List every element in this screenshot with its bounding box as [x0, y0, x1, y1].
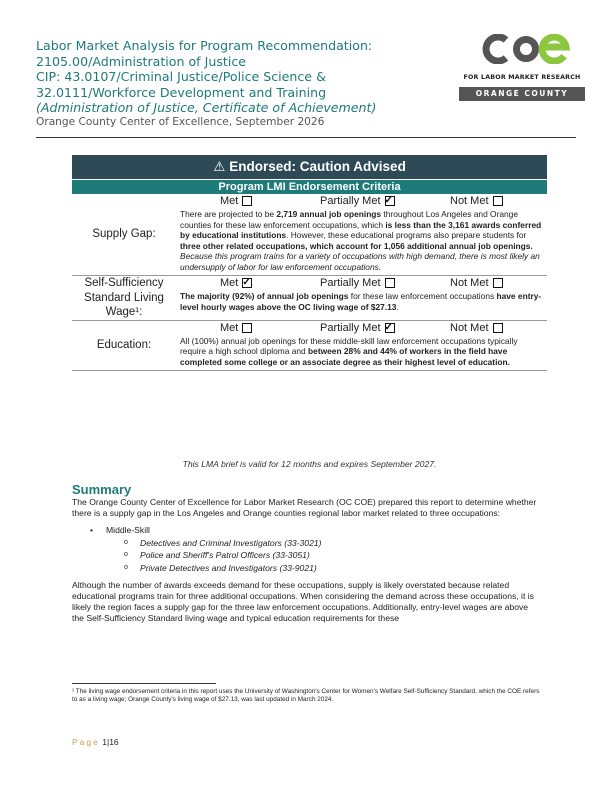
page-number: [72, 737, 119, 747]
checked-checkbox-icon: [385, 196, 395, 206]
list-subitem: [90, 537, 542, 550]
option-label: Met: [220, 277, 239, 289]
option-not-met: [440, 194, 503, 208]
option-met: [180, 194, 280, 208]
endorsement-status: Endorsed: Caution Advised: [229, 159, 406, 174]
option-partial: [280, 276, 440, 290]
list-item-label: Middle-Skill: [106, 525, 150, 535]
logo-tagline: FOR LABOR MARKET RESEARCH: [463, 74, 581, 81]
option-label: Partially Met: [320, 277, 381, 289]
option-not-met: [440, 321, 503, 335]
criteria-label: Supply Gap:: [92, 228, 156, 241]
circle-bullet-icon: o: [124, 563, 128, 571]
summary-intro: The Orange County Center of Excellence for Labor Market Research (OC COE) prepared this report to determine whether there is a supply gap in the Los Angeles and Orange counties regional labor market related to three occupations:: [72, 497, 537, 518]
title-line: 32.0111/Workforce Development and Training: [36, 84, 327, 100]
criteria-description: There are projected to be 2,719 annual job openings throughout Los Angeles and Orange counties for these law enforcement occupations, which is less than the 3,161 awards conferred by educational institutions. However, these educational programs also prepare students for three other related occupations, which account for 1,056 additional annual job openings. Because this program trains for a variety of occupations with high demand, there is most likely an undersupply of labor for law enforcement occupations.: [180, 209, 542, 272]
footnote-divider: [72, 683, 216, 684]
title-line: CIP: 43.0107/Criminal Justice/Police Science &: [36, 69, 326, 84]
list-item: [90, 524, 542, 537]
option-label: Met: [220, 195, 239, 207]
summary-body: Although the number of awards exceeds demand for these occupations, supply is likely overstated because related educational programs train for three additional occupations. When considering the demand across these occupations, it is likely the region faces a supply gap for the three law enforcement occupations. Additionally, entry-level wages are above the Self-Sufficiency Standard living wage and typical education requirements for these: [72, 580, 534, 623]
checkbox-icon: [242, 196, 252, 206]
title-line: Labor Market Analysis for Program Recommendation:: [36, 38, 373, 53]
summary-section: [72, 483, 542, 624]
warning-triangle-icon: ⚠: [213, 159, 226, 174]
endorsement-banner: [72, 155, 547, 179]
circle-bullet-icon: o: [124, 551, 128, 558]
page-current: 1: [102, 737, 107, 747]
option-label: Met: [220, 321, 239, 334]
checked-checkbox-icon: [385, 323, 395, 333]
criteria-description: The majority (92%) of annual job openings for these law enforcement occupations have entry-level hourly wages above the OC living wage of $27.13.: [180, 291, 542, 312]
occupation-list: [72, 524, 542, 574]
criteria-options: [180, 276, 543, 290]
criteria-label: Self-Sufficiency Standard Living Wage¹:: [84, 277, 164, 318]
summary-heading: Summary: [72, 482, 132, 497]
criteria-body: [176, 194, 547, 275]
occupation-name: Police and Sheriff's Patrol Officers (33-3051): [140, 550, 310, 560]
criteria-row: [72, 276, 547, 321]
criteria-heading: Program LMI Endorsement Criteria: [72, 180, 547, 194]
occupation-name: Private Detectives and Investigators (33-9021): [140, 562, 317, 573]
program-name: (Administration of Justice, Certificate of Achievement): [36, 100, 377, 115]
criteria-rows: [72, 194, 547, 371]
coe-logo: [455, 34, 589, 104]
criteria-body: [176, 276, 547, 320]
page-label: Page: [72, 737, 100, 747]
option-not-met: [440, 276, 503, 290]
option-label: Not Met: [450, 277, 489, 289]
option-partial: [280, 194, 440, 208]
criteria-body: [176, 321, 547, 371]
option-met: [180, 276, 280, 290]
bullet-icon: •: [90, 525, 94, 535]
page-total: 16: [109, 737, 119, 747]
list-subitem: [90, 562, 542, 575]
validity-note: This LMA brief is valid for 12 months and expires September 2027.: [182, 459, 437, 469]
page-separator: |: [106, 737, 110, 747]
option-label: Partially Met: [320, 321, 381, 334]
header-divider: [36, 137, 576, 138]
checkbox-icon: [385, 278, 395, 288]
title-line: 2105.00/Administration of Justice: [36, 53, 246, 69]
coe-logo-mark: [480, 34, 570, 64]
footnote: ¹ The living wage endorsement criteria in this report uses the University of Washington's Center for Women's Welfare Self-Sufficiency Standard, which the COE refers to as a living wage; Orange County's living wage of $27.13, was last updated in March 2024.: [72, 688, 540, 703]
checked-checkbox-icon: [242, 278, 252, 288]
option-label: Not Met: [450, 195, 489, 207]
checkbox-icon: [493, 278, 503, 288]
option-partial: [280, 321, 440, 335]
checkbox-icon: [493, 323, 503, 333]
option-label: Partially Met: [320, 195, 381, 207]
criteria-options: [180, 321, 543, 335]
checkbox-icon: [242, 323, 252, 333]
circle-bullet-icon: o: [124, 538, 128, 546]
criteria-label: Education:: [96, 339, 152, 351]
report-subtitle: Orange County Center of Excellence, September 2026: [36, 115, 325, 128]
criteria-options: [180, 194, 543, 208]
occupation-name: Detectives and Criminal Investigators (33-3021): [140, 537, 322, 548]
criteria-row: [72, 194, 547, 276]
option-label: Not Met: [450, 321, 489, 334]
endorsement-table: [72, 155, 547, 371]
criteria-row: [72, 321, 547, 372]
option-met: [180, 321, 280, 335]
checkbox-icon: [493, 196, 503, 206]
list-subitem: [90, 549, 542, 562]
criteria-description: All (100%) annual job openings for these middle-skill law enforcement occupations typically require a high school diploma and between 28% and 44% of workers in the field have completed some college or an associate degree as their highest level of education.: [180, 335, 518, 367]
logo-region: ORANGE COUNTY: [459, 87, 585, 101]
